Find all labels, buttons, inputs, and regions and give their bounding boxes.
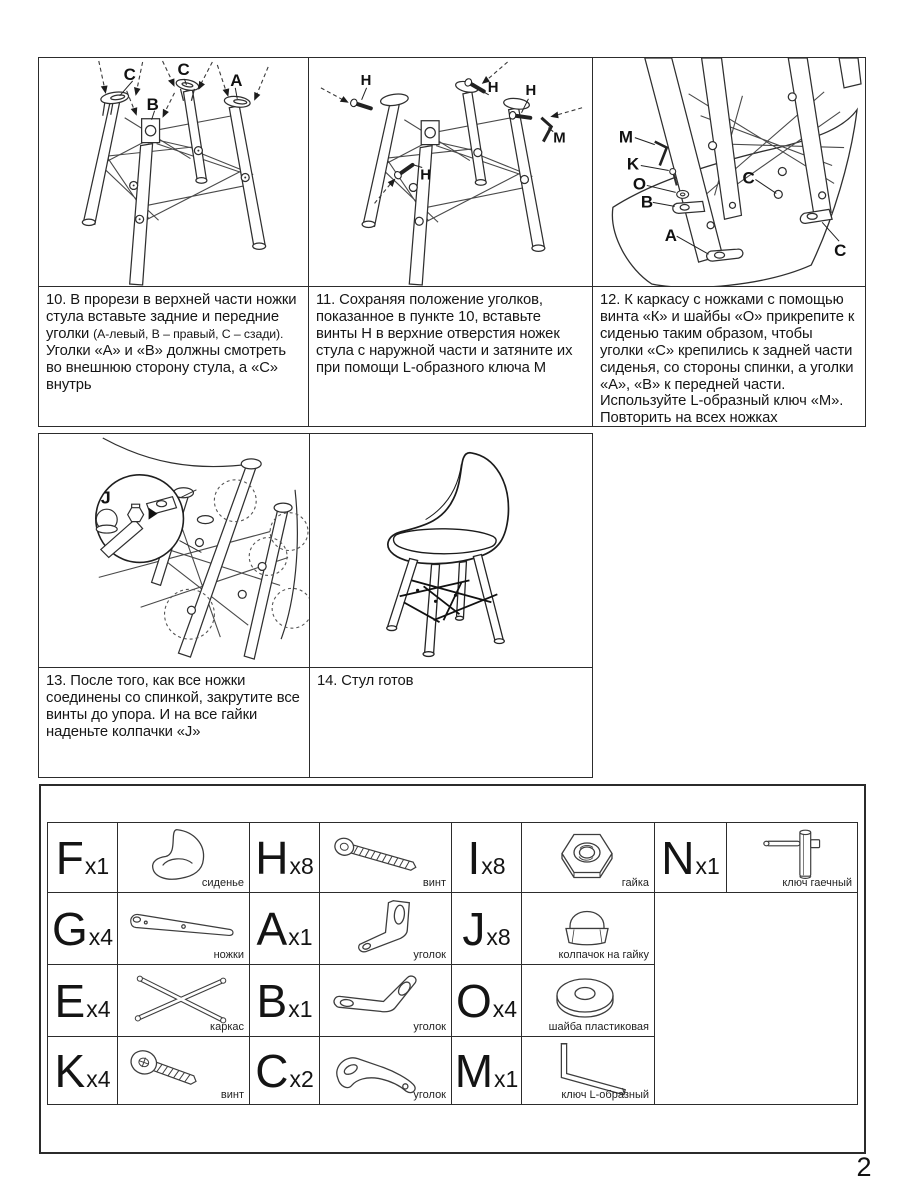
- part-image-bracket-a: уголок: [320, 893, 452, 965]
- nut-icon: [128, 508, 144, 522]
- label-c2: C: [834, 241, 847, 261]
- part-image-cap: колпачок на гайку: [522, 893, 655, 965]
- cap-installation-diagram: [39, 434, 309, 667]
- part-code: F: [55, 831, 84, 884]
- part-image-washer: шайба пластиковая: [522, 965, 655, 1037]
- part-image-seat: [118, 823, 250, 893]
- part-letter-j: J x8: [452, 893, 522, 965]
- step10-text: [39, 287, 309, 426]
- part-letter-b: B x1: [250, 965, 320, 1037]
- hex-key-icon: [541, 118, 551, 142]
- steps-table-top: [38, 57, 866, 427]
- part-letter-f: [48, 823, 118, 893]
- part-image-wrench: ключ гаечный: [727, 823, 858, 893]
- label-o: O: [632, 174, 647, 194]
- step10-rest: Уголки «А» и «В» должны смотреть во внешнюю сторону стула, а «С» внутрь: [46, 342, 286, 393]
- part-name: сиденье: [201, 877, 244, 889]
- label-c2: C: [177, 59, 190, 79]
- seat-attachment-diagram: [593, 58, 865, 286]
- part-qty: x1: [84, 852, 110, 879]
- part-image-screw-h: винт: [320, 823, 452, 893]
- part-image-screw-k: винт: [118, 1037, 250, 1105]
- label-b: B: [640, 192, 654, 212]
- step14-text: 14. Стул готов: [317, 673, 414, 689]
- label-m: M: [553, 130, 566, 147]
- step10-parenthetical: (А-левый, В – правый, С – сзади).: [93, 326, 284, 341]
- part-letter-c: C x2: [250, 1037, 320, 1105]
- finished-chair-diagram: [310, 434, 592, 667]
- part-letter-m: M x1: [452, 1037, 522, 1105]
- part-letter-n: N x1: [655, 823, 727, 893]
- label-a: A: [664, 226, 677, 246]
- part-image-frame: каркас: [118, 965, 250, 1037]
- part-letter-i: I x8: [452, 823, 522, 893]
- part-image-bracket-b: уголок: [320, 965, 452, 1037]
- step12-text: 12. К каркасу с ножками с помощью винта «К» и шайбы «О» прикрепите к сиденью таким образом, чтобы уголки «С» крепились к задней части сиденья, со стороны спинки, а уголки «А», «В» к передней части. Используйте L-образный ключ «М». Повторить на всех ножках: [600, 292, 855, 426]
- label-m: M: [618, 127, 634, 147]
- step10-intro: 10. В прорези в верхней части ножки стула вставьте задние и передние уголки: [46, 292, 297, 342]
- chair-base-diagram: [39, 58, 308, 286]
- chair-base-screws-diagram: [309, 58, 592, 286]
- part-letter-h: H x8: [250, 823, 320, 893]
- part-image-hex-key: ключ L-образный: [522, 1037, 655, 1105]
- step11-text: 11. Сохраняя положение уголков, показанное в пункте 10, вставьте винты Н в верхние отверстия ножек стула с наружной части и затяните их при помощи L-образного ключа М: [309, 287, 593, 426]
- step10-diagram: [39, 58, 309, 287]
- hex-key-icon: [655, 142, 667, 166]
- part-letter-g: G x4: [48, 893, 118, 965]
- steps-table-bottom: [38, 433, 593, 778]
- washer-icon: [677, 190, 689, 198]
- step13-text: 13. После того, как все ножки соединены со спинкой, закрутите все винты до упора. И на все гайки наденьте колпачки «J»: [39, 668, 310, 777]
- label-a: A: [230, 70, 243, 90]
- page-number: 2: [856, 1152, 872, 1182]
- part-letter-e: E x4: [48, 965, 118, 1037]
- part-letter-a: A x1: [250, 893, 320, 965]
- parts-table: [47, 822, 858, 1105]
- step13-diagram: [39, 434, 310, 668]
- label-k: K: [626, 154, 640, 174]
- parts-table-empty-cell: [655, 893, 858, 1105]
- step14-diagram: [310, 434, 592, 668]
- label-h1: H: [360, 72, 372, 89]
- step12-diagram: [593, 58, 865, 287]
- label-h4: H: [420, 167, 431, 184]
- label-h3: H: [525, 82, 537, 99]
- label-j: J: [100, 487, 111, 508]
- label-h2: H: [487, 79, 499, 96]
- label-c1: C: [742, 168, 755, 188]
- part-letter-o: O x4: [452, 965, 522, 1037]
- label-b: B: [146, 94, 159, 114]
- step11-diagram: [309, 58, 593, 287]
- part-image-leg: ножки: [118, 893, 250, 965]
- label-c1: C: [123, 64, 136, 84]
- part-image-nut: гайка: [522, 823, 655, 893]
- part-image-bracket-c: уголок: [320, 1037, 452, 1105]
- part-letter-k: K x4: [48, 1037, 118, 1105]
